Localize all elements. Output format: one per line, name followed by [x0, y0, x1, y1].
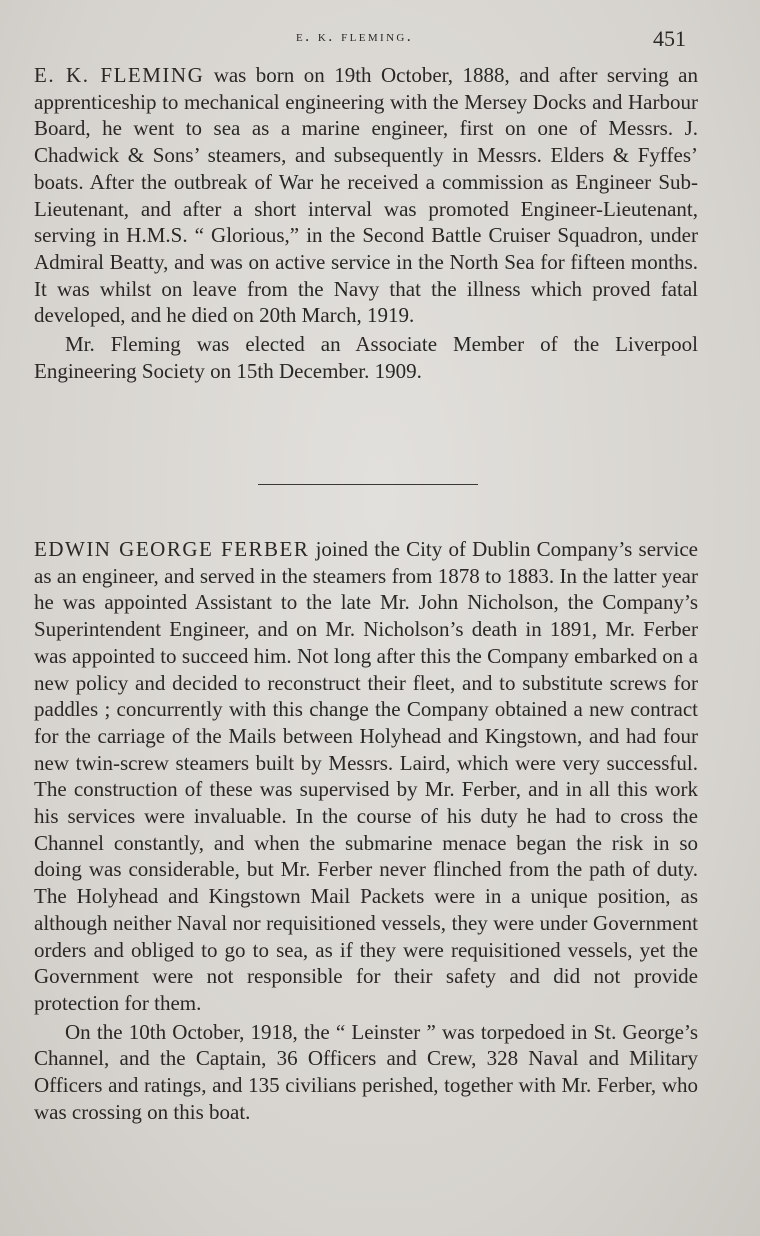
ferber-paragraph-2: On the 10th October, 1918, the “ Leinster ” was torpedoed in St. George’s Channel, and the Captain, 36 Officers and Crew, 328 Naval and Military Officers and ratings, and 135 civilians perished, together with Mr. Ferber, who was crossing on this boat.	[34, 1019, 698, 1124]
ferber-lead-name: EDWIN GEORGE FERBER	[34, 537, 310, 561]
section-divider	[258, 484, 478, 485]
fleming-paragraph-1-text: was born on 19th October, 1888, and after serving an apprenticeship to mechanical engineering with the Mersey Docks and Harbour Board, he went to sea as a marine engineer, first on one of Messrs. J. Chadwick & Sons’ steamers, and subsequently in Messrs. Elders & Fyffes’ boats. After the outbreak of War he received a commission as Engineer Sub-Lieutenant, and after a short interval was promoted Engineer-Lieutenant, serving in H.M.S. “ Glorious,” in the Second Battle Cruiser Squadron, under Admiral Beatty, and was on active service in the North Sea for fifteen months. It was whilst on leave from the Navy that the illness which proved fatal developed, and he died on 20th March, 1919.	[34, 63, 698, 328]
fleming-lead-name: E. K. FLEMING	[34, 63, 205, 87]
page-number: 451	[653, 26, 686, 51]
ferber-paragraph-1	[34, 536, 698, 1017]
fleming-paragraph-2: Mr. Fleming was elected an Associate Member of the Liverpool Engineering Society on 15th December. 1909.	[34, 332, 698, 383]
fleming-obituary	[34, 62, 698, 384]
fleming-paragraph-1	[34, 62, 698, 329]
running-title: e. k. fleming.	[296, 28, 414, 45]
ferber-paragraph-1-text: joined the City of Dublin Company’s service as an engineer, and served in the steamers from 1878 to 1883. In the latter year he was appointed Assistant to the late Mr. John Nicholson, the Company’s Superintendent Engineer, and on Mr. Nicholson’s death in 1891, Mr. Ferber was appointed to succeed him. Not long after this the Company embarked on a new policy and decided to reconstruct their fleet, and to substitute screws for paddles ; concurrently with this change the Company obtained a new contract for the carriage of the Mails between Holyhead and Kingstown, and had four new twin-screw steamers built by Messrs. Laird, which were very successful. The construction of these was supervised by Mr. Ferber, and in all this work his services were invaluable. In the course of his duty he had to cross the Channel constantly, and when the submarine menace began the risk in so doing was considerable, but Mr. Ferber never flinched from the path of duty. The Holyhead and Kingstown Mail Packets were in a unique position, as although neither Naval nor requisitioned vessels, they were under Government orders and obliged to go to sea, as if they were requisitioned vessels, yet the Government were not responsible for their safety and did not provide protection for them.	[34, 537, 698, 1015]
ferber-obituary	[34, 536, 698, 1125]
running-head	[0, 26, 760, 56]
